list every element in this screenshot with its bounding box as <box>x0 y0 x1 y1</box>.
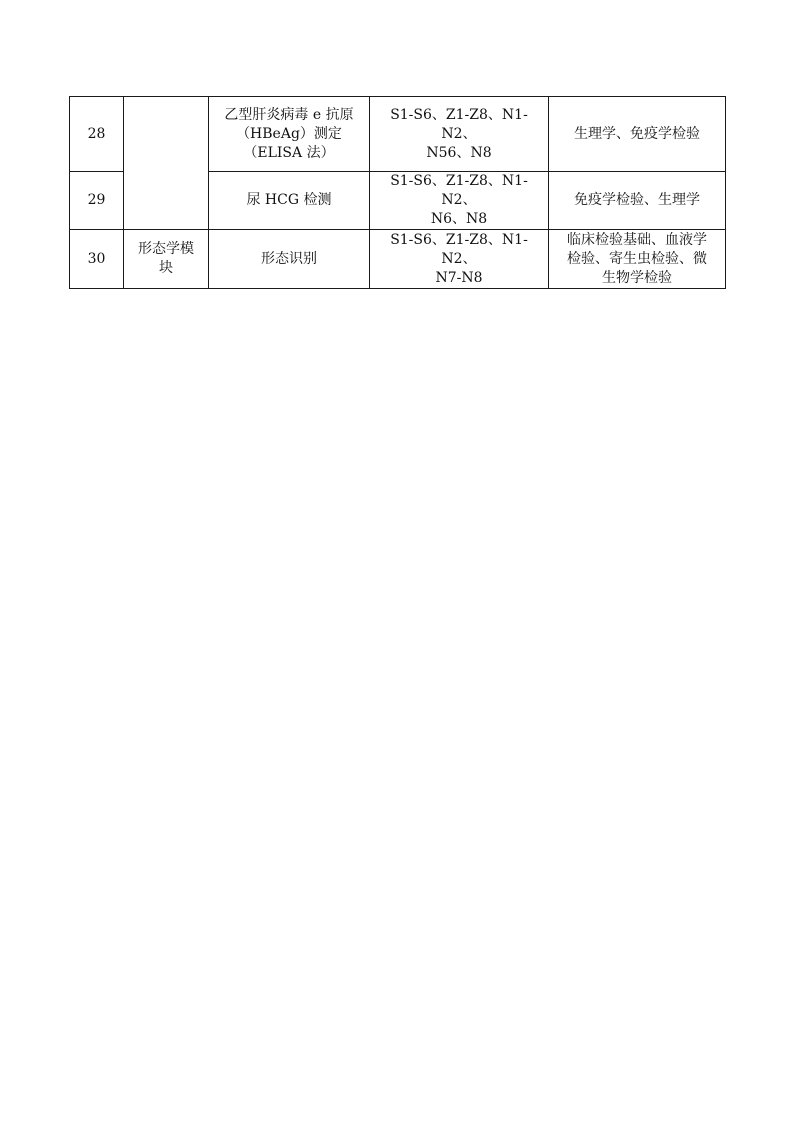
table-row <box>70 230 726 289</box>
courses-cell <box>549 97 726 172</box>
standards-codes: S1-S6、Z1-Z8、N1-N2、 N56、N8 <box>390 106 528 161</box>
row-number: 29 <box>87 192 106 208</box>
row-number-cell <box>70 172 124 230</box>
row-number: 28 <box>87 125 106 142</box>
standards-cell <box>370 172 549 230</box>
project-name: 形态识别 <box>261 250 317 267</box>
courses-cell <box>549 230 726 289</box>
module-cell <box>124 97 209 230</box>
standards-cell <box>370 97 549 172</box>
project-cell <box>209 230 370 289</box>
table-row <box>70 97 726 172</box>
related-courses: 临床检验基础、血液学 检验、寄生虫检验、微 生物学检验 <box>567 231 707 286</box>
curriculum-table <box>69 96 726 289</box>
row-number-cell <box>70 230 124 289</box>
module-name: 形态学模 块 <box>138 241 194 276</box>
module-cell <box>124 230 209 289</box>
standards-codes: S1-S6、Z1-Z8、N1-N2、 N6、N8 <box>390 173 528 227</box>
project-cell <box>209 172 370 230</box>
related-courses: 生理学、免疫学检验 <box>574 125 700 142</box>
row-number: 30 <box>87 250 106 267</box>
project-name: 乙型肝炎病毒 e 抗原 （HBeAg）测定 （ELISA 法） <box>224 106 354 161</box>
standards-codes: S1-S6、Z1-Z8、N1-N2、 N7-N8 <box>390 231 528 286</box>
row-number-cell <box>70 97 124 172</box>
project-name: 尿 HCG 检测 <box>246 192 332 208</box>
related-courses: 免疫学检验、生理学 <box>574 192 700 208</box>
project-cell <box>209 97 370 172</box>
standards-cell <box>370 230 549 289</box>
courses-cell <box>549 172 726 230</box>
